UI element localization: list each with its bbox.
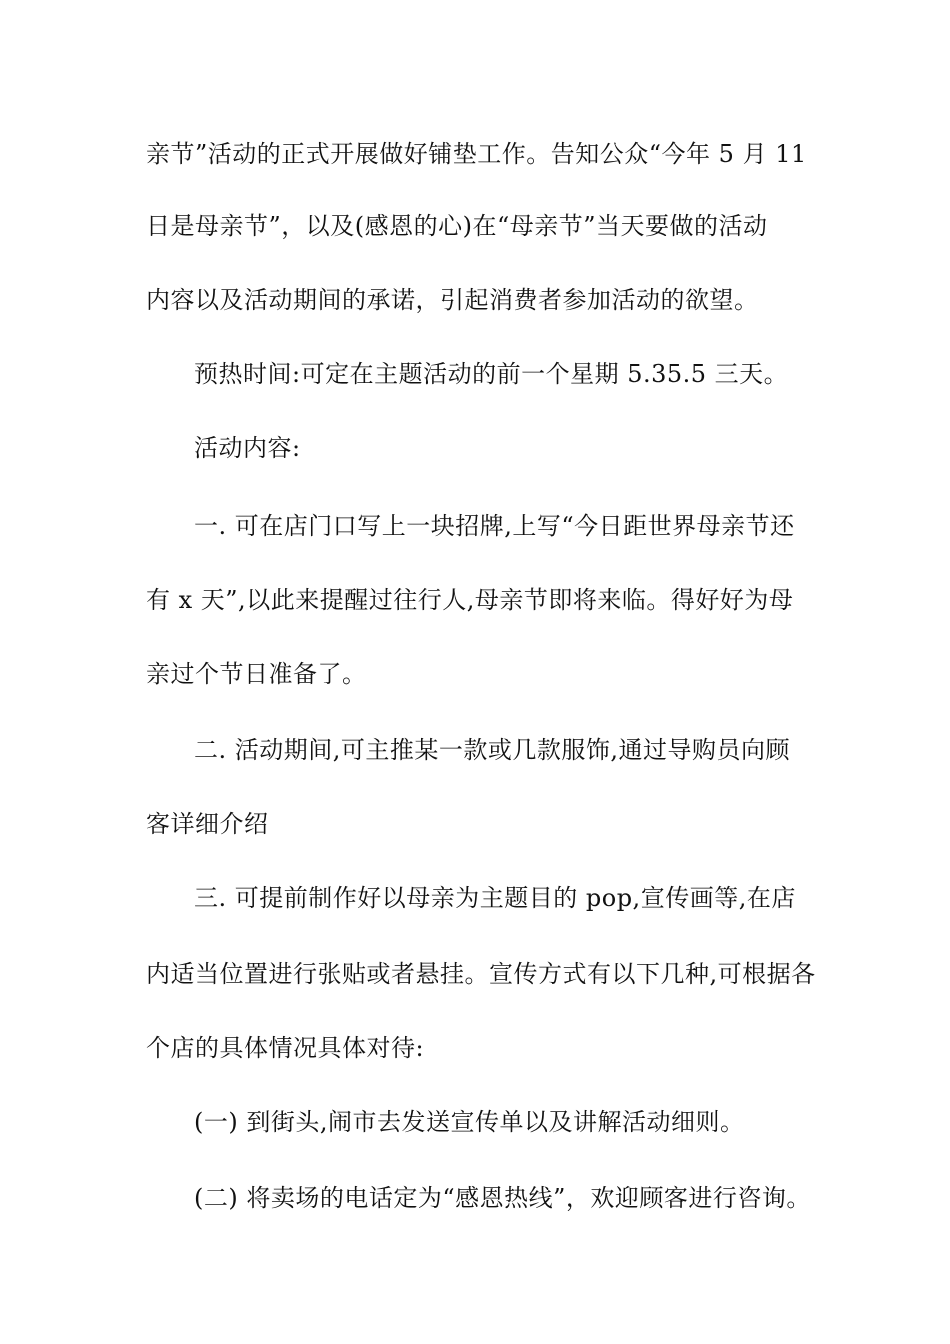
text-line: 内适当位置进行张贴或者悬挂。宣传方式有以下几种,可根据各 (146, 960, 816, 988)
text-line: 亲节”活动的正式开展做好铺垫工作。告知公众“今年 5 月 11 (146, 140, 807, 168)
text-line: 个店的具体情况具体对待: (146, 1034, 425, 1062)
text-line: (二) 将卖场的电话定为“感恩热线”，欢迎顾客进行咨询。 (194, 1184, 811, 1212)
text-line: 三. 可提前制作好以母亲为主题目的 pop,宣传画等,在店 (194, 884, 796, 912)
text-line: 一. 可在店门口写上一块招牌,上写“今日距世界母亲节还 (194, 512, 795, 540)
text-line: 内容以及活动期间的承诺，引起消费者参加活动的欲望。 (146, 286, 759, 314)
text-line: 日是母亲节”，以及(感恩的心)在“母亲节”当天要做的活动 (146, 212, 768, 240)
text-line: 活动内容: (194, 434, 301, 462)
text-line: 客详细介绍 (146, 810, 269, 838)
text-line: 二. 活动期间,可主推某一款或几款服饰,通过导购员向顾 (194, 736, 791, 764)
text-line: 预热时间:可定在主题活动的前一个星期 5.35.5 三天。 (194, 360, 789, 388)
text-line: 亲过个节日准备了。 (146, 660, 367, 688)
text-line: (一) 到街头,闹市去发送宣传单以及讲解活动细则。 (194, 1108, 745, 1136)
text-line: 有 x 天”,以此来提醒过往行人,母亲节即将来临。得好好为母 (146, 586, 794, 614)
